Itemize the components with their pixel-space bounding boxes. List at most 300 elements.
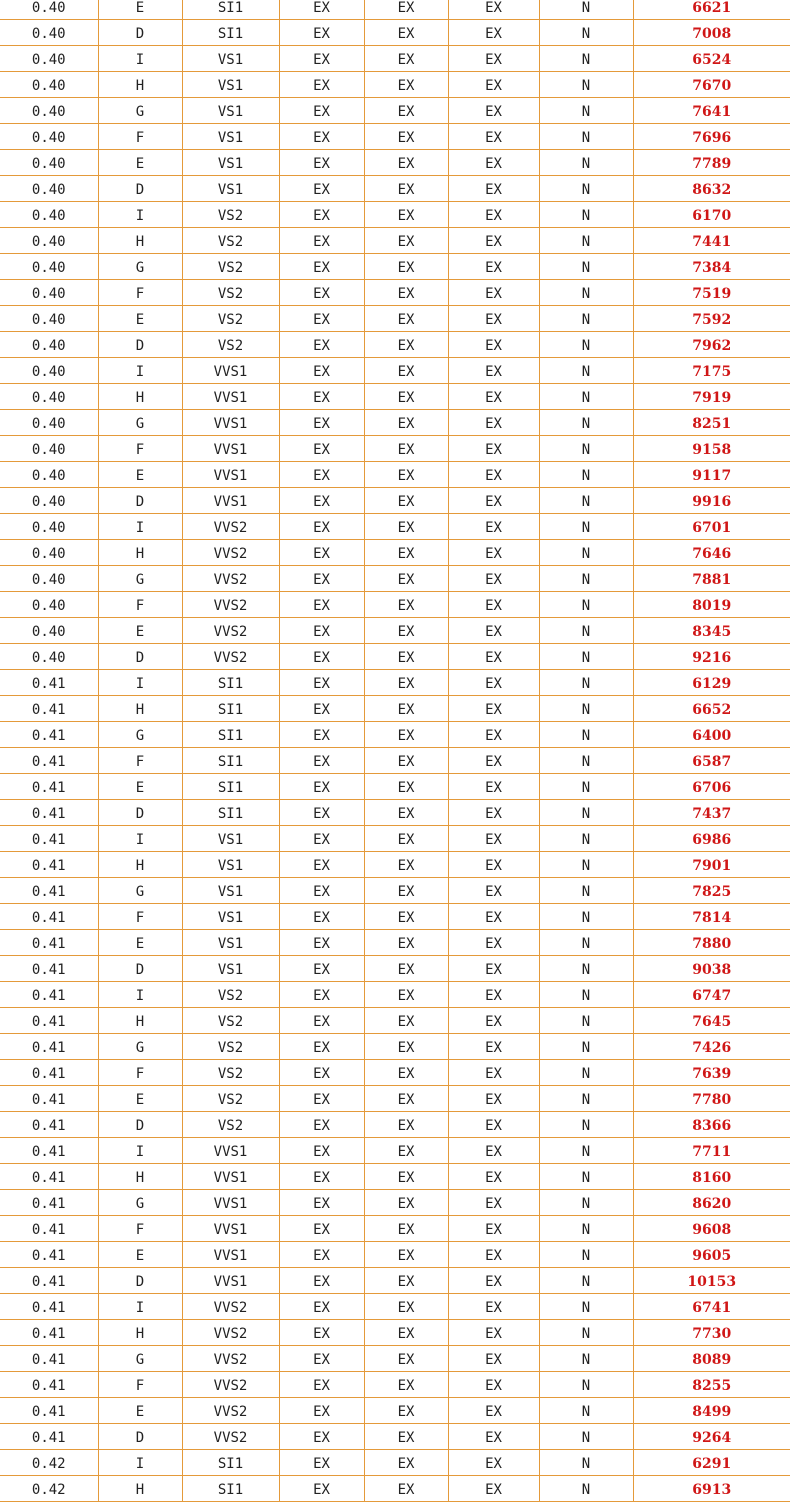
fluorescence-cell: N bbox=[539, 878, 633, 904]
clarity-cell: VVS1 bbox=[182, 358, 279, 384]
color-cell: F bbox=[98, 592, 182, 618]
polish-cell: EX bbox=[364, 228, 448, 254]
polish-cell: EX bbox=[364, 1008, 448, 1034]
fluorescence-cell: N bbox=[539, 1346, 633, 1372]
polish-cell: EX bbox=[364, 150, 448, 176]
cut-cell: EX bbox=[279, 878, 364, 904]
symmetry-cell: EX bbox=[448, 1086, 539, 1112]
carat-cell: 0.40 bbox=[0, 436, 98, 462]
cut-cell: EX bbox=[279, 956, 364, 982]
table-row bbox=[0, 462, 790, 488]
color-cell: G bbox=[98, 722, 182, 748]
polish-cell: EX bbox=[364, 852, 448, 878]
table-row bbox=[0, 1346, 790, 1372]
polish-cell: EX bbox=[364, 514, 448, 540]
table-row bbox=[0, 1138, 790, 1164]
polish-cell: EX bbox=[364, 1450, 448, 1476]
clarity-cell: VVS1 bbox=[182, 1138, 279, 1164]
price-cell: 7639 bbox=[633, 1060, 790, 1086]
polish-cell: EX bbox=[364, 722, 448, 748]
table-row bbox=[0, 956, 790, 982]
polish-cell: EX bbox=[364, 1476, 448, 1502]
color-cell: E bbox=[98, 618, 182, 644]
price-cell: 8366 bbox=[633, 1112, 790, 1138]
price-cell: 7880 bbox=[633, 930, 790, 956]
color-cell: F bbox=[98, 1216, 182, 1242]
price-cell: 7441 bbox=[633, 228, 790, 254]
polish-cell: EX bbox=[364, 20, 448, 46]
clarity-cell: SI1 bbox=[182, 1476, 279, 1502]
cut-cell: EX bbox=[279, 1476, 364, 1502]
price-cell: 8620 bbox=[633, 1190, 790, 1216]
polish-cell: EX bbox=[364, 0, 448, 20]
polish-cell: EX bbox=[364, 618, 448, 644]
symmetry-cell: EX bbox=[448, 254, 539, 280]
clarity-cell: VS1 bbox=[182, 150, 279, 176]
fluorescence-cell: N bbox=[539, 280, 633, 306]
clarity-cell: VVS1 bbox=[182, 436, 279, 462]
carat-cell: 0.41 bbox=[0, 1424, 98, 1450]
color-cell: H bbox=[98, 1476, 182, 1502]
carat-cell: 0.41 bbox=[0, 1060, 98, 1086]
polish-cell: EX bbox=[364, 826, 448, 852]
fluorescence-cell: N bbox=[539, 930, 633, 956]
cut-cell: EX bbox=[279, 150, 364, 176]
fluorescence-cell: N bbox=[539, 1242, 633, 1268]
symmetry-cell: EX bbox=[448, 514, 539, 540]
symmetry-cell: EX bbox=[448, 228, 539, 254]
carat-cell: 0.40 bbox=[0, 280, 98, 306]
carat-cell: 0.41 bbox=[0, 722, 98, 748]
carat-cell: 0.40 bbox=[0, 202, 98, 228]
price-cell: 7437 bbox=[633, 800, 790, 826]
price-cell: 7919 bbox=[633, 384, 790, 410]
table-row bbox=[0, 436, 790, 462]
fluorescence-cell: N bbox=[539, 1450, 633, 1476]
symmetry-cell: EX bbox=[448, 1346, 539, 1372]
carat-cell: 0.41 bbox=[0, 904, 98, 930]
carat-cell: 0.41 bbox=[0, 1008, 98, 1034]
clarity-cell: VVS2 bbox=[182, 618, 279, 644]
cut-cell: EX bbox=[279, 930, 364, 956]
color-cell: G bbox=[98, 1190, 182, 1216]
fluorescence-cell: N bbox=[539, 774, 633, 800]
symmetry-cell: EX bbox=[448, 904, 539, 930]
polish-cell: EX bbox=[364, 592, 448, 618]
fluorescence-cell: N bbox=[539, 1112, 633, 1138]
color-cell: H bbox=[98, 696, 182, 722]
fluorescence-cell: N bbox=[539, 20, 633, 46]
polish-cell: EX bbox=[364, 540, 448, 566]
cut-cell: EX bbox=[279, 202, 364, 228]
symmetry-cell: EX bbox=[448, 462, 539, 488]
carat-cell: 0.41 bbox=[0, 982, 98, 1008]
clarity-cell: VVS1 bbox=[182, 384, 279, 410]
cut-cell: EX bbox=[279, 20, 364, 46]
color-cell: D bbox=[98, 644, 182, 670]
cut-cell: EX bbox=[279, 696, 364, 722]
fluorescence-cell: N bbox=[539, 592, 633, 618]
clarity-cell: VS2 bbox=[182, 1112, 279, 1138]
price-cell: 7814 bbox=[633, 904, 790, 930]
cut-cell: EX bbox=[279, 1086, 364, 1112]
table-row bbox=[0, 670, 790, 696]
fluorescence-cell: N bbox=[539, 618, 633, 644]
polish-cell: EX bbox=[364, 124, 448, 150]
color-cell: H bbox=[98, 384, 182, 410]
clarity-cell: VVS2 bbox=[182, 1346, 279, 1372]
carat-cell: 0.41 bbox=[0, 800, 98, 826]
cut-cell: EX bbox=[279, 358, 364, 384]
color-cell: F bbox=[98, 904, 182, 930]
cut-cell: EX bbox=[279, 1034, 364, 1060]
cut-cell: EX bbox=[279, 1138, 364, 1164]
table-row bbox=[0, 696, 790, 722]
carat-cell: 0.41 bbox=[0, 1034, 98, 1060]
price-cell: 7901 bbox=[633, 852, 790, 878]
polish-cell: EX bbox=[364, 202, 448, 228]
clarity-cell: VS2 bbox=[182, 202, 279, 228]
color-cell: I bbox=[98, 202, 182, 228]
color-cell: E bbox=[98, 306, 182, 332]
symmetry-cell: EX bbox=[448, 774, 539, 800]
carat-cell: 0.42 bbox=[0, 1450, 98, 1476]
polish-cell: EX bbox=[364, 1086, 448, 1112]
price-cell: 9117 bbox=[633, 462, 790, 488]
clarity-cell: VS1 bbox=[182, 878, 279, 904]
table-row bbox=[0, 176, 790, 202]
price-cell: 7825 bbox=[633, 878, 790, 904]
cut-cell: EX bbox=[279, 436, 364, 462]
table-row bbox=[0, 1398, 790, 1424]
symmetry-cell: EX bbox=[448, 176, 539, 202]
cut-cell: EX bbox=[279, 124, 364, 150]
price-cell: 6291 bbox=[633, 1450, 790, 1476]
polish-cell: EX bbox=[364, 280, 448, 306]
cut-cell: EX bbox=[279, 410, 364, 436]
cut-cell: EX bbox=[279, 1164, 364, 1190]
symmetry-cell: EX bbox=[448, 982, 539, 1008]
symmetry-cell: EX bbox=[448, 98, 539, 124]
table-row bbox=[0, 1164, 790, 1190]
symmetry-cell: EX bbox=[448, 306, 539, 332]
table-row bbox=[0, 930, 790, 956]
cut-cell: EX bbox=[279, 1112, 364, 1138]
price-cell: 6747 bbox=[633, 982, 790, 1008]
symmetry-cell: EX bbox=[448, 1112, 539, 1138]
cut-cell: EX bbox=[279, 592, 364, 618]
price-cell: 7730 bbox=[633, 1320, 790, 1346]
color-cell: F bbox=[98, 436, 182, 462]
price-cell: 7646 bbox=[633, 540, 790, 566]
color-cell: H bbox=[98, 540, 182, 566]
clarity-cell: SI1 bbox=[182, 748, 279, 774]
symmetry-cell: EX bbox=[448, 1242, 539, 1268]
table-row bbox=[0, 202, 790, 228]
symmetry-cell: EX bbox=[448, 1164, 539, 1190]
symmetry-cell: EX bbox=[448, 826, 539, 852]
table-row bbox=[0, 1424, 790, 1450]
carat-cell: 0.40 bbox=[0, 332, 98, 358]
fluorescence-cell: N bbox=[539, 0, 633, 20]
clarity-cell: SI1 bbox=[182, 800, 279, 826]
price-cell: 7519 bbox=[633, 280, 790, 306]
price-cell: 6400 bbox=[633, 722, 790, 748]
clarity-cell: VS1 bbox=[182, 46, 279, 72]
clarity-cell: VVS2 bbox=[182, 1424, 279, 1450]
table-row bbox=[0, 878, 790, 904]
cut-cell: EX bbox=[279, 1424, 364, 1450]
cut-cell: EX bbox=[279, 0, 364, 20]
symmetry-cell: EX bbox=[448, 384, 539, 410]
clarity-cell: VVS2 bbox=[182, 1294, 279, 1320]
table-row bbox=[0, 228, 790, 254]
color-cell: E bbox=[98, 774, 182, 800]
price-cell: 10153 bbox=[633, 1268, 790, 1294]
price-cell: 8251 bbox=[633, 410, 790, 436]
polish-cell: EX bbox=[364, 1060, 448, 1086]
clarity-cell: VVS1 bbox=[182, 1216, 279, 1242]
carat-cell: 0.40 bbox=[0, 462, 98, 488]
clarity-cell: VS2 bbox=[182, 280, 279, 306]
polish-cell: EX bbox=[364, 904, 448, 930]
carat-cell: 0.41 bbox=[0, 826, 98, 852]
polish-cell: EX bbox=[364, 696, 448, 722]
fluorescence-cell: N bbox=[539, 1372, 633, 1398]
fluorescence-cell: N bbox=[539, 1294, 633, 1320]
color-cell: I bbox=[98, 826, 182, 852]
clarity-cell: SI1 bbox=[182, 774, 279, 800]
color-cell: E bbox=[98, 150, 182, 176]
symmetry-cell: EX bbox=[448, 956, 539, 982]
symmetry-cell: EX bbox=[448, 722, 539, 748]
polish-cell: EX bbox=[364, 982, 448, 1008]
carat-cell: 0.41 bbox=[0, 1190, 98, 1216]
price-cell: 6129 bbox=[633, 670, 790, 696]
price-cell: 7384 bbox=[633, 254, 790, 280]
color-cell: D bbox=[98, 20, 182, 46]
clarity-cell: SI1 bbox=[182, 0, 279, 20]
symmetry-cell: EX bbox=[448, 1034, 539, 1060]
cut-cell: EX bbox=[279, 1398, 364, 1424]
fluorescence-cell: N bbox=[539, 1086, 633, 1112]
clarity-cell: VS2 bbox=[182, 306, 279, 332]
color-cell: E bbox=[98, 0, 182, 20]
cut-cell: EX bbox=[279, 1346, 364, 1372]
fluorescence-cell: N bbox=[539, 124, 633, 150]
carat-cell: 0.40 bbox=[0, 254, 98, 280]
fluorescence-cell: N bbox=[539, 514, 633, 540]
symmetry-cell: EX bbox=[448, 1450, 539, 1476]
cut-cell: EX bbox=[279, 1294, 364, 1320]
clarity-cell: VVS2 bbox=[182, 566, 279, 592]
fluorescence-cell: N bbox=[539, 202, 633, 228]
color-cell: G bbox=[98, 1346, 182, 1372]
carat-cell: 0.41 bbox=[0, 1398, 98, 1424]
symmetry-cell: EX bbox=[448, 72, 539, 98]
carat-cell: 0.41 bbox=[0, 930, 98, 956]
cut-cell: EX bbox=[279, 488, 364, 514]
fluorescence-cell: N bbox=[539, 956, 633, 982]
cut-cell: EX bbox=[279, 1320, 364, 1346]
fluorescence-cell: N bbox=[539, 98, 633, 124]
fluorescence-cell: N bbox=[539, 1268, 633, 1294]
color-cell: F bbox=[98, 1372, 182, 1398]
carat-cell: 0.40 bbox=[0, 150, 98, 176]
cut-cell: EX bbox=[279, 722, 364, 748]
cut-cell: EX bbox=[279, 1190, 364, 1216]
table-row bbox=[0, 540, 790, 566]
fluorescence-cell: N bbox=[539, 1476, 633, 1502]
price-cell: 8160 bbox=[633, 1164, 790, 1190]
fluorescence-cell: N bbox=[539, 1034, 633, 1060]
clarity-cell: VVS1 bbox=[182, 1190, 279, 1216]
carat-cell: 0.40 bbox=[0, 358, 98, 384]
polish-cell: EX bbox=[364, 930, 448, 956]
table-row bbox=[0, 46, 790, 72]
carat-cell: 0.40 bbox=[0, 410, 98, 436]
cut-cell: EX bbox=[279, 1008, 364, 1034]
polish-cell: EX bbox=[364, 1138, 448, 1164]
symmetry-cell: EX bbox=[448, 124, 539, 150]
carat-cell: 0.40 bbox=[0, 98, 98, 124]
symmetry-cell: EX bbox=[448, 696, 539, 722]
fluorescence-cell: N bbox=[539, 1424, 633, 1450]
fluorescence-cell: N bbox=[539, 566, 633, 592]
polish-cell: EX bbox=[364, 644, 448, 670]
price-cell: 6706 bbox=[633, 774, 790, 800]
carat-cell: 0.41 bbox=[0, 956, 98, 982]
fluorescence-cell: N bbox=[539, 306, 633, 332]
fluorescence-cell: N bbox=[539, 696, 633, 722]
fluorescence-cell: N bbox=[539, 852, 633, 878]
cut-cell: EX bbox=[279, 46, 364, 72]
table-row bbox=[0, 748, 790, 774]
table-row bbox=[0, 774, 790, 800]
table-row bbox=[0, 618, 790, 644]
price-cell: 9038 bbox=[633, 956, 790, 982]
symmetry-cell: EX bbox=[448, 150, 539, 176]
clarity-cell: VS1 bbox=[182, 826, 279, 852]
fluorescence-cell: N bbox=[539, 748, 633, 774]
carat-cell: 0.40 bbox=[0, 124, 98, 150]
clarity-cell: VS1 bbox=[182, 176, 279, 202]
price-cell: 7670 bbox=[633, 72, 790, 98]
fluorescence-cell: N bbox=[539, 1320, 633, 1346]
color-cell: I bbox=[98, 1450, 182, 1476]
color-cell: D bbox=[98, 332, 182, 358]
symmetry-cell: EX bbox=[448, 1008, 539, 1034]
cut-cell: EX bbox=[279, 280, 364, 306]
clarity-cell: VVS2 bbox=[182, 1398, 279, 1424]
clarity-cell: VVS1 bbox=[182, 462, 279, 488]
clarity-cell: VS1 bbox=[182, 124, 279, 150]
clarity-cell: VS1 bbox=[182, 904, 279, 930]
table-row bbox=[0, 1112, 790, 1138]
table-row bbox=[0, 384, 790, 410]
color-cell: D bbox=[98, 1424, 182, 1450]
table-row bbox=[0, 280, 790, 306]
carat-cell: 0.41 bbox=[0, 1086, 98, 1112]
polish-cell: EX bbox=[364, 1346, 448, 1372]
table-row bbox=[0, 1476, 790, 1502]
color-cell: E bbox=[98, 462, 182, 488]
color-cell: D bbox=[98, 956, 182, 982]
price-cell: 7645 bbox=[633, 1008, 790, 1034]
carat-cell: 0.41 bbox=[0, 1138, 98, 1164]
cut-cell: EX bbox=[279, 1268, 364, 1294]
symmetry-cell: EX bbox=[448, 280, 539, 306]
clarity-cell: SI1 bbox=[182, 722, 279, 748]
clarity-cell: VS2 bbox=[182, 1086, 279, 1112]
cut-cell: EX bbox=[279, 904, 364, 930]
fluorescence-cell: N bbox=[539, 540, 633, 566]
fluorescence-cell: N bbox=[539, 488, 633, 514]
price-cell: 7426 bbox=[633, 1034, 790, 1060]
symmetry-cell: EX bbox=[448, 0, 539, 20]
carat-cell: 0.41 bbox=[0, 878, 98, 904]
color-cell: I bbox=[98, 1294, 182, 1320]
cut-cell: EX bbox=[279, 1372, 364, 1398]
clarity-cell: VVS2 bbox=[182, 1320, 279, 1346]
price-cell: 9608 bbox=[633, 1216, 790, 1242]
price-cell: 8499 bbox=[633, 1398, 790, 1424]
carat-cell: 0.41 bbox=[0, 774, 98, 800]
price-cell: 9916 bbox=[633, 488, 790, 514]
polish-cell: EX bbox=[364, 1424, 448, 1450]
carat-cell: 0.41 bbox=[0, 1346, 98, 1372]
price-cell: 6741 bbox=[633, 1294, 790, 1320]
carat-cell: 0.40 bbox=[0, 46, 98, 72]
price-cell: 6913 bbox=[633, 1476, 790, 1502]
color-cell: I bbox=[98, 46, 182, 72]
polish-cell: EX bbox=[364, 1320, 448, 1346]
table-row bbox=[0, 488, 790, 514]
table-row bbox=[0, 306, 790, 332]
fluorescence-cell: N bbox=[539, 228, 633, 254]
carat-cell: 0.40 bbox=[0, 228, 98, 254]
clarity-cell: VVS2 bbox=[182, 644, 279, 670]
fluorescence-cell: N bbox=[539, 644, 633, 670]
carat-cell: 0.41 bbox=[0, 1294, 98, 1320]
price-cell: 7789 bbox=[633, 150, 790, 176]
polish-cell: EX bbox=[364, 1398, 448, 1424]
cut-cell: EX bbox=[279, 826, 364, 852]
color-cell: G bbox=[98, 254, 182, 280]
clarity-cell: VVS1 bbox=[182, 1242, 279, 1268]
symmetry-cell: EX bbox=[448, 1190, 539, 1216]
fluorescence-cell: N bbox=[539, 384, 633, 410]
clarity-cell: VVS1 bbox=[182, 410, 279, 436]
price-cell: 8345 bbox=[633, 618, 790, 644]
fluorescence-cell: N bbox=[539, 150, 633, 176]
symmetry-cell: EX bbox=[448, 488, 539, 514]
carat-cell: 0.40 bbox=[0, 618, 98, 644]
color-cell: I bbox=[98, 514, 182, 540]
fluorescence-cell: N bbox=[539, 176, 633, 202]
color-cell: F bbox=[98, 280, 182, 306]
clarity-cell: VVS1 bbox=[182, 1268, 279, 1294]
color-cell: H bbox=[98, 1320, 182, 1346]
cut-cell: EX bbox=[279, 982, 364, 1008]
table-row bbox=[0, 514, 790, 540]
fluorescence-cell: N bbox=[539, 800, 633, 826]
cut-cell: EX bbox=[279, 332, 364, 358]
polish-cell: EX bbox=[364, 566, 448, 592]
color-cell: E bbox=[98, 1086, 182, 1112]
table-row bbox=[0, 904, 790, 930]
color-cell: E bbox=[98, 1242, 182, 1268]
